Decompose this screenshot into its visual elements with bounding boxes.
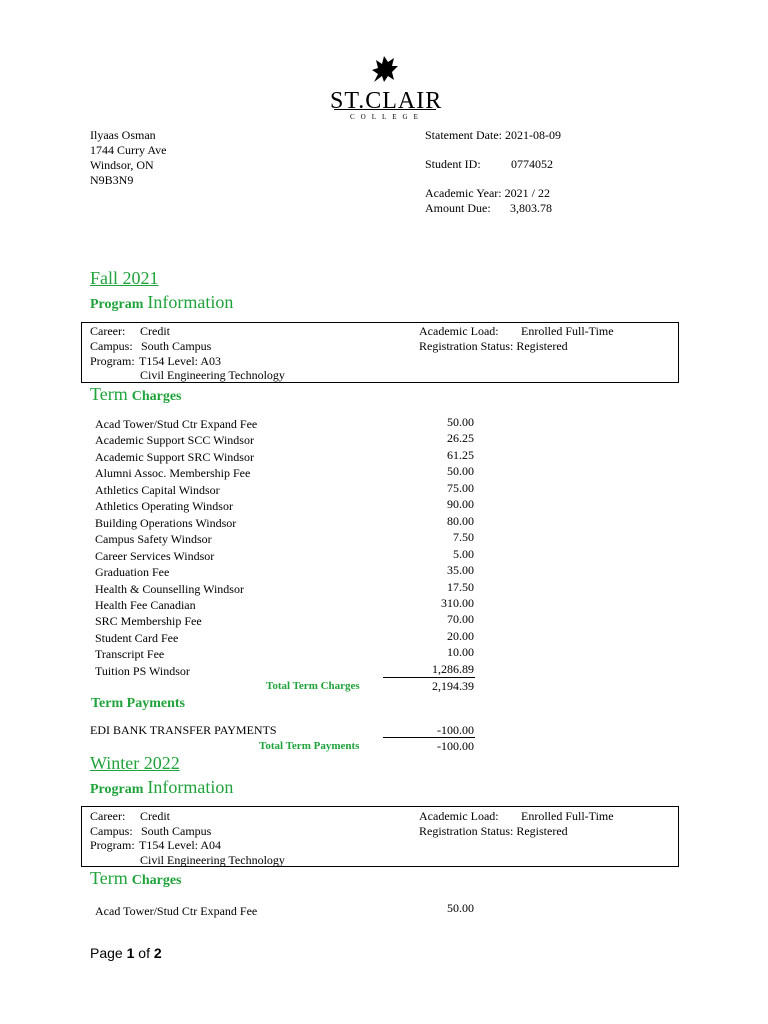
academic-year-value: 2021 / 22 [504,186,550,200]
fall-charge-desc: Building Operations Windsor [95,516,237,530]
charges-word: Charges [131,873,182,888]
amount-due-label: Amount Due: [425,201,491,215]
fall-charge-desc: Career Services Windsor [95,549,215,563]
fall-total-charges-value: 2,194.39 [432,679,474,693]
fall-charge-amount: 1,286.89 [432,662,474,676]
fall-term-payments-heading [91,693,185,714]
fall-total-payments-value: -100.00 [437,739,474,753]
student-id-label: Student ID: [425,157,481,171]
winter-program-heading [90,777,233,800]
college-wordmark: ST.CLAIR [330,88,443,114]
fall-term-charges-heading [90,384,182,407]
amount-due-value: 3,803.78 [510,201,552,215]
term-word: Term [90,384,128,404]
fall-charge-desc: Alumni Assoc. Membership Fee [95,466,251,480]
winter-program-name: Civil Engineering Technology [140,853,285,867]
winter-status-row [419,824,568,839]
page-label: Page [90,945,123,961]
statement-date-value: 2021-08-09 [504,128,561,142]
fall-charge-amount: 26.25 [447,431,474,445]
winter-status-value: Registered [516,824,568,838]
winter-charge-amount: 50.00 [447,901,474,915]
winter-program-label: Program: [90,838,135,852]
winter-charge-desc: Acad Tower/Stud Ctr Expand Fee [95,904,258,918]
fall-charge-amount: 5.00 [453,547,474,561]
fall-charge-desc: Campus Safety Windsor [95,532,212,546]
griffin-crest-icon [364,52,404,86]
student-name: Ilyaas Osman [90,128,156,142]
fall-charges-rule [383,677,475,678]
fall-charge-amount: 80.00 [447,514,474,528]
fall-load-label: Academic Load: [419,324,499,338]
fall-program-label: Program: [90,354,135,368]
fall-campus-label: Campus: [90,339,133,353]
fall-charge-amount: 20.00 [447,629,474,643]
term-word: Term [90,868,128,888]
fall-payment-desc: EDI BANK TRANSFER PAYMENTS [90,723,277,737]
fall-charge-desc: SRC Membership Fee [95,614,202,628]
fall-charge-desc: Graduation Fee [95,565,170,579]
winter-load-value: Enrolled Full-Time [521,809,614,823]
fall-charge-amount: 17.50 [447,580,474,594]
college-subtitle: COLLEGE [350,113,424,121]
fall-charge-amount: 50.00 [447,464,474,478]
fall-charge-amount: 50.00 [447,415,474,429]
fall-charge-desc: Tuition PS Windsor [95,664,190,678]
fall-payments-rule [383,737,475,738]
fall-charge-amount: 90.00 [447,497,474,511]
fall-campus-value: South Campus [141,339,212,353]
winter-term-charges-heading [90,868,182,891]
fall-program-name: Civil Engineering Technology [140,368,285,382]
fall-charge-desc: Health & Counselling Windsor [95,582,244,596]
program-word: Program [90,297,144,312]
winter-campus-value: South Campus [141,824,212,838]
fall-status-value: Registered [516,339,568,353]
student-street: 1744 Curry Ave [90,143,167,157]
student-postal: N9B3N9 [90,173,134,187]
fall-career-value: Credit [140,324,170,338]
winter-status-label: Registration Status: [419,824,514,838]
fall-status-row [419,339,568,354]
statement-date-label: Statement Date: [425,128,502,142]
student-city: Windsor, ON [90,158,154,172]
fall-charge-desc: Acad Tower/Stud Ctr Expand Fee [95,417,258,431]
fall-charge-amount: 310.00 [441,596,474,610]
program-word: Program [90,782,144,797]
fall-total-payments-label: Total Term Payments [259,740,360,752]
information-word: Information [147,292,234,312]
winter-career-label: Career: [90,809,126,823]
winter-term-title: Winter 2022 [90,753,180,773]
fall-charge-desc: Athletics Operating Windsor [95,499,233,513]
fall-charge-desc: Student Card Fee [95,631,179,645]
winter-load-label: Academic Load: [419,809,499,823]
fall-charge-desc: Health Fee Canadian [95,598,196,612]
fall-program-value: T154 Level: A03 [139,354,221,368]
winter-campus-label: Campus: [90,824,133,838]
fall-charge-amount: 35.00 [447,563,474,577]
page-indicator [90,945,162,961]
fall-load-value: Enrolled Full-Time [521,324,614,338]
fall-charge-desc: Transcript Fee [95,647,165,661]
fall-program-heading [90,292,233,315]
logo-rule [334,109,436,110]
fall-charge-desc: Athletics Capital Windsor [95,483,220,497]
fall-status-label: Registration Status: [419,339,514,353]
statement-date-row [425,128,561,143]
page-total: 2 [153,945,162,961]
fall-career-label: Career: [90,324,126,338]
term-payments-label: Term Payments [91,696,185,711]
fall-total-charges-label: Total Term Charges [266,680,360,692]
winter-program-value: T154 Level: A04 [139,838,221,852]
academic-year-label: Academic Year: [425,186,502,200]
page-current: 1 [126,945,135,961]
fall-term-title: Fall 2021 [90,268,159,288]
fall-charge-desc: Academic Support SRC Windsor [95,450,254,464]
page-of: of [138,945,150,961]
college-logo [328,52,440,91]
fall-charge-amount: 70.00 [447,612,474,626]
fall-payment-amount: -100.00 [437,723,474,737]
charges-word: Charges [131,389,182,404]
fall-charge-amount: 75.00 [447,481,474,495]
information-word: Information [147,777,234,797]
fall-charge-desc: Academic Support SCC Windsor [95,433,254,447]
fall-charge-amount: 7.50 [453,530,474,544]
fall-charge-amount: 61.25 [447,448,474,462]
winter-career-value: Credit [140,809,170,823]
academic-year-row [425,186,550,201]
fall-charge-amount: 10.00 [447,645,474,659]
student-id-value: 0774052 [511,157,553,171]
